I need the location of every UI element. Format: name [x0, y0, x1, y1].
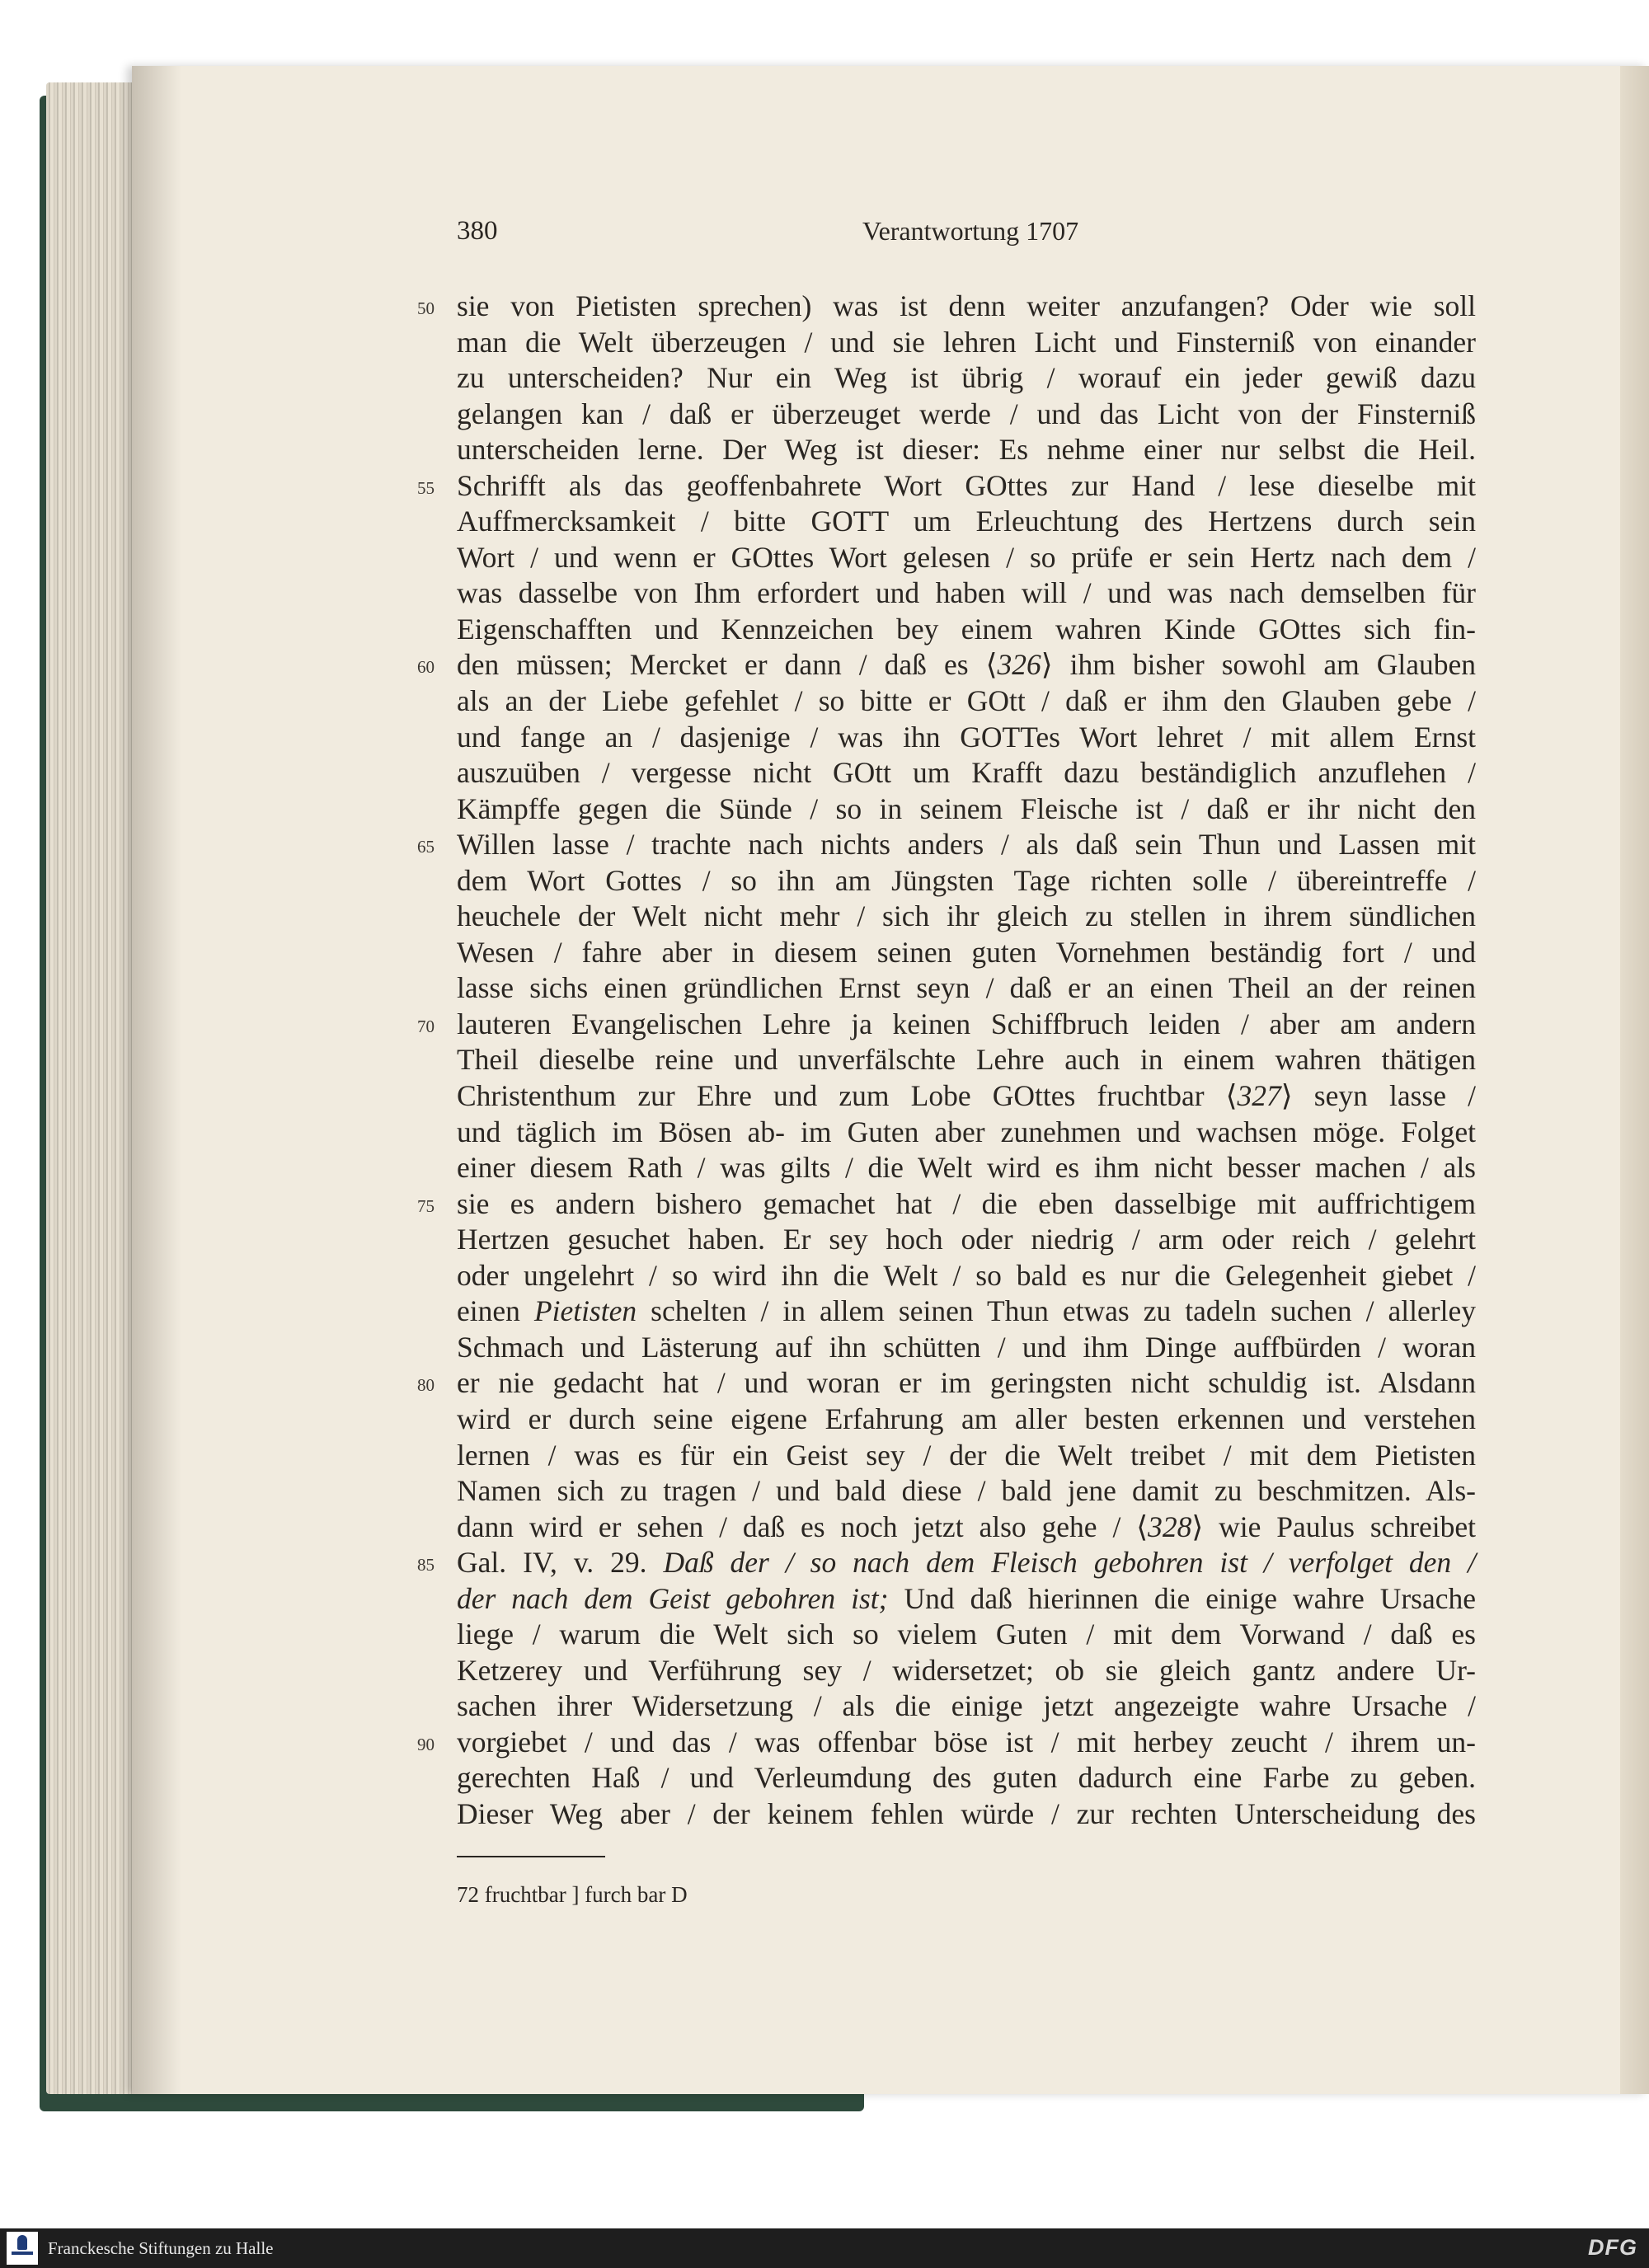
text-segment: Wort / und wenn er GOttes Wort gelesen / so prüfe er sein Hertz nach dem /	[457, 540, 1476, 574]
text-segment: sie von Pietisten sprechen) was ist denn weiter anzufangen? Oder wie soll	[457, 289, 1476, 322]
italic-text: Pietisten	[533, 1294, 637, 1328]
italic-text: 327	[1237, 1079, 1281, 1113]
text-line	[457, 791, 1476, 828]
text-segment: heuchele der Welt nicht mehr / sich ihr gleich zu stellen in ihrem sündlichen	[457, 899, 1476, 933]
italic-text: der nach dem Geist gebohren ist;	[457, 1581, 889, 1615]
line-number: 85	[417, 1555, 435, 1575]
italic-text: Daß der / so nach dem Fleisch gebohren ist / verfolget den /	[663, 1546, 1476, 1580]
text-segment: als an der Liebe gefehlet / so bitte er GOtt / daß er ihm den Glauben gebe /	[457, 684, 1476, 718]
text-segment: zu unterscheiden? Nur ein Weg ist übrig / worauf ein jeder gewiß dazu	[457, 361, 1476, 395]
text-line	[457, 612, 1476, 648]
text-segment: lernen / was es für ein Geist sey / der die Welt treibet / mit dem Pietisten	[457, 1438, 1476, 1472]
line-number: 70	[417, 1016, 435, 1036]
text-segment: man die Welt überzeugen / und sie lehren Licht und Finsterniß von einander	[457, 325, 1476, 359]
text-segment: Wesen / fahre aber in diesem seinen guten Vornehmen beständig fort / und	[457, 935, 1476, 969]
line-number: 75	[417, 1195, 435, 1216]
text-segment: ⟩ wie Paulus schreibet	[1191, 1510, 1477, 1543]
text-line	[457, 540, 1476, 576]
line-number: 80	[417, 1375, 435, 1396]
text-segment: was dasselbe von Ihm erfordert und haben will / und was nach demselben für	[457, 576, 1476, 610]
text-segment: Dieser Weg aber / der keinem fehlen würde / zur rechten Unterscheidung des	[457, 1796, 1476, 1830]
body-text	[417, 289, 1477, 1833]
text-segment: den müssen; Mercket er dann / daß es ⟨	[457, 648, 998, 682]
line-number: 65	[417, 837, 435, 857]
text-line	[417, 827, 1476, 863]
text-segment: lasse sichs einen gründlichen Ernst seyn / daß er an einen Theil an der reinen	[457, 971, 1476, 1005]
text-line	[457, 1473, 1476, 1510]
text-line	[417, 1007, 1476, 1043]
text-line	[457, 432, 1476, 468]
funder-logo: DFG	[1588, 2235, 1637, 2260]
text-line	[457, 899, 1476, 935]
text-line	[457, 1653, 1476, 1689]
text-segment: ⟩ ihm bisher sowohl am Glauben	[1041, 648, 1477, 682]
text-segment: vorgiebet / und das / was offenbar böse ist / mit herbey zeucht / ihrem un-	[457, 1725, 1476, 1759]
italic-text: 328	[1148, 1510, 1192, 1543]
text-segment: Theil dieselbe reine und unverfälschte Lehre auch in einem wahren thätigen	[457, 1043, 1476, 1077]
text-line	[457, 1796, 1476, 1833]
text-line	[457, 325, 1476, 361]
institution-name: Franckesche Stiftungen zu Halle	[48, 2238, 274, 2258]
text-line	[417, 647, 1477, 683]
text-segment: Auffmercksamkeit / bitte GOTT um Erleuchtung des Hertzens durch sein	[457, 505, 1476, 538]
text-segment: liege / warum die Welt sich so vielem Guten / mit dem Vorwand / daß es	[457, 1618, 1476, 1651]
text-line	[417, 1545, 1476, 1581]
viewer-footer-bar	[0, 2228, 1649, 2268]
text-segment: Gal. IV, v. 29.	[457, 1546, 664, 1580]
text-segment: unterscheiden lerne. Der Weg ist dieser: Es nehme einer nur selbst die Heil.	[457, 433, 1476, 467]
text-segment: und täglich im Bösen ab- im Guten aber zunehmen und wachsen möge. Folget	[457, 1115, 1476, 1148]
text-line	[457, 1510, 1476, 1546]
text-line	[457, 1617, 1476, 1653]
text-line	[457, 720, 1476, 756]
text-segment: Eigenschafften und Kennzeichen bey einem wahren Kinde GOttes sich fin-	[457, 612, 1476, 646]
text-line	[457, 863, 1476, 899]
text-segment: einen	[457, 1294, 534, 1328]
text-line	[457, 1042, 1476, 1078]
text-line	[457, 1294, 1476, 1330]
text-segment: lauteren Evangelischen Lehre ja keinen Schiffbruch leiden / aber am andern	[457, 1007, 1476, 1040]
text-segment: wird er durch seine eigene Erfahrung am aller besten erkennen und verstehen	[457, 1402, 1476, 1435]
running-title: Verantwortung 1707	[862, 216, 1079, 246]
running-head	[457, 216, 1479, 254]
text-segment: schelten / in allem seinen Thun etwas zu tadeln suchen / allerley	[637, 1294, 1476, 1328]
text-line	[417, 1725, 1476, 1761]
text-segment: oder ungelehrt / so wird ihn die Welt / so bald es nur die Gelegenheit giebet /	[457, 1258, 1476, 1292]
text-segment: Kämpffe gegen die Sünde / so in seinem Fleische ist / daß er ihr nicht den	[457, 791, 1476, 825]
text-line	[457, 397, 1476, 433]
text-segment: Christenthum zur Ehre und zum Lobe GOttes fruchtbar ⟨	[457, 1079, 1238, 1113]
text-line	[457, 1115, 1476, 1151]
text-segment: einer diesem Rath / was gilts / die Welt wird es ihm nicht besser machen / als	[457, 1151, 1476, 1185]
text-segment: sie es andern bishero gemachet hat / die eben dasselbige mit auffrichtigem	[457, 1186, 1476, 1220]
page-number: 380	[457, 216, 498, 246]
text-segment: auszuüben / vergesse nicht GOtt um Krafft dazu beständiglich anzuflehen /	[457, 756, 1476, 790]
text-line	[457, 935, 1476, 971]
text-line	[457, 1150, 1476, 1186]
text-line	[457, 683, 1476, 720]
text-segment: sachen ihrer Widersetzung / als die einige jetzt angezeigte wahre Ursache /	[457, 1689, 1476, 1723]
text-segment: und fange an / dasjenige / was ihn GOTTes Wort lehret / mit allem Ernst	[457, 720, 1476, 754]
text-line	[457, 504, 1476, 540]
text-line	[457, 1330, 1476, 1366]
text-line	[457, 755, 1476, 791]
text-line	[457, 1222, 1476, 1258]
text-line	[457, 1688, 1476, 1725]
text-segment: dem Wort Gottes / so ihn am Jüngsten Tage richten solle / übereintreffe /	[457, 863, 1476, 897]
line-number: 90	[417, 1734, 435, 1754]
text-segment: gelangen kan / daß er überzeuget werde / und das Licht von der Finsterniß	[457, 397, 1476, 430]
facing-page-edge	[1620, 66, 1649, 2094]
text-line	[417, 289, 1476, 325]
line-number: 50	[417, 298, 435, 318]
logo-base	[12, 2252, 33, 2255]
text-segment: Schmach und Lästerung auf ihn schütten / und ihm Dinge auffbürden / woran	[457, 1330, 1476, 1364]
text-segment: er nie gedacht hat / und woran er im geringsten nicht schuldig ist. Alsdann	[457, 1366, 1476, 1400]
institution-logo-icon	[7, 2232, 38, 2265]
text-line	[457, 1078, 1476, 1115]
text-line	[457, 1258, 1476, 1294]
footnote: 72 fruchtbar ] furch bar D	[457, 1882, 688, 1907]
text-line	[417, 468, 1476, 505]
text-segment: gerechten Haß / und Verleumdung des guten dadurch eine Farbe zu geben.	[457, 1761, 1476, 1795]
text-line	[457, 360, 1476, 397]
text-line	[457, 1581, 1476, 1618]
text-line	[417, 1365, 1476, 1402]
text-segment: Hertzen gesuchet haben. Er sey hoch oder niedrig / arm oder reich / gelehrt	[457, 1223, 1476, 1256]
text-line	[457, 1760, 1476, 1796]
text-line	[457, 1402, 1476, 1438]
text-segment: dann wird er sehen / daß es noch jetzt also gehe / ⟨	[457, 1510, 1149, 1543]
text-segment: Ketzerey und Verführung sey / widersetzet; ob sie gleich gantz andere Ur-	[457, 1653, 1476, 1687]
italic-text: 326	[997, 648, 1041, 682]
line-number: 60	[417, 657, 435, 678]
logo-emblem	[17, 2235, 27, 2250]
text-segment: Und daß hierinnen die einige wahre Ursache	[888, 1581, 1476, 1615]
text-line	[457, 1438, 1476, 1474]
text-line	[457, 575, 1476, 612]
text-segment: ⟩ seyn lasse /	[1280, 1079, 1476, 1113]
text-segment: Namen sich zu tragen / und bald diese / bald jene damit zu beschmitzen. Als-	[457, 1474, 1476, 1508]
line-number: 55	[417, 477, 435, 498]
text-line	[457, 970, 1476, 1007]
text-line	[417, 1186, 1476, 1223]
text-segment: Schrifft als das geoffenbahrete Wort GOttes zur Hand / lese dieselbe mit	[457, 468, 1476, 502]
gutter-shadow	[132, 66, 181, 2094]
footnote-rule	[457, 1856, 605, 1857]
text-segment: Willen lasse / trachte nach nichts anders / als daß sein Thun und Lassen mit	[457, 828, 1476, 862]
